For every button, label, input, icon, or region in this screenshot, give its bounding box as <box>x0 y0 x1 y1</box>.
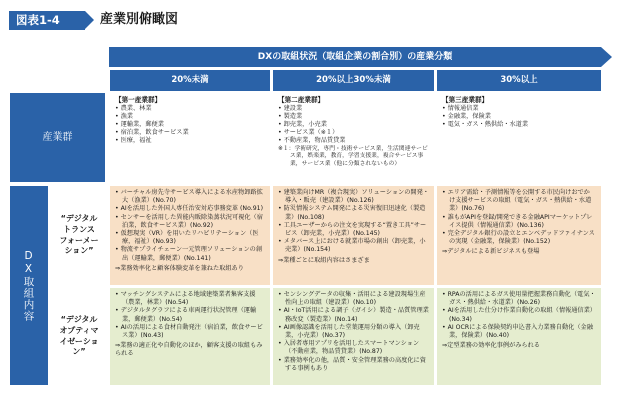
list-item: • 宿泊業，飲食サービス業 <box>115 129 265 137</box>
list-item: • AI OCRによる保険契約申込書入力業務自動化（金融業，保険業）(No.40) <box>442 324 596 340</box>
list-item: • センシングデータの収集・活用による建設現場生産性向上の取組（建設業）(No.10) <box>278 291 429 307</box>
list-item: • デジタルタグラフによる車両運行状況管理（運輸業，郵便業）(No.54) <box>115 307 265 323</box>
classification-header-arrow <box>601 47 612 67</box>
row-label-industry: 産業群 <box>10 93 105 182</box>
industry-cell-3 <box>437 93 601 182</box>
list-item: • 金融業，保険業 <box>442 113 596 121</box>
list-item: • エリア需給・予測情報等を公開する市民向けおでかけ支援サービスの取組（電気・ガス・熱供給・水道業）(No.76) <box>442 189 596 214</box>
industry-heading: 【第二産業群】 <box>278 96 325 104</box>
list-item: • 入居者専用アプリを活用したスマートマンション（不動産業，物品賃貸業）(No.87) <box>278 340 429 356</box>
transformation-cell-3 <box>437 186 601 285</box>
list-item: • 運輸業，郵便業 <box>115 121 265 129</box>
list-item: • 仮想現実（VR）を用いたリハビリテーション（医療，福祉）(No.93) <box>115 230 265 246</box>
list-item: • 卸売業，小売業 <box>278 121 429 129</box>
list-item: • バーチャル房先寺サービス導入による水産物卸路拡大（漁業）(No.70) <box>115 189 265 205</box>
cell-conclusion: ⇒デジタルによる新ビジネスも登場 <box>442 248 540 256</box>
optimization-cell-2 <box>273 288 434 385</box>
row-label-dx: DX取組内容 <box>10 186 48 385</box>
list-item: • AIの活用による食材自動発注（宿泊業，飲食サービス業）(No.43) <box>115 324 265 340</box>
list-item: • マッチングシステムによる地域建築業者集客支援（農業，林業）(No.54) <box>115 291 265 307</box>
list-item: • 情報通信業 <box>442 105 596 113</box>
list-item: • センサーを活用した異能内販除染蒸状況可視化（宿泊業，飲食サービス業）(No.92) <box>115 214 265 230</box>
list-item: • メタバース上における就業市場の創出（卸売業，小売業）(No.154) <box>278 238 429 254</box>
list-item: • RPAの活用によるガス使用量把握業務自動化（電気・ガス・熱供給・水道業）(No.26) <box>442 291 596 307</box>
optimization-cell-3 <box>437 288 601 385</box>
cell-conclusion: ⇒業務の適正化や自動化のほか，顧客支援の取組もみられる <box>115 342 263 358</box>
row-label-optimization: “デジタル オプティマ イゼーショ ン” <box>59 314 99 357</box>
column-header-under-20: 20%未満 <box>110 70 270 91</box>
figure-label: 図表1-4 <box>9 11 85 30</box>
list-item: • 不動産業，物品賃貸業 <box>278 137 429 145</box>
list-item: • 物流サプライチェーン一元管理ソリューションの創出（運輸業，郵便業）(No.141) <box>115 246 265 262</box>
industry-heading: 【第三産業群】 <box>442 96 489 104</box>
list-item: • 製造業 <box>278 113 429 121</box>
list-item: • 誰もがAPIを登録/開発できる金融APIマーケットプレイス提供（情報通信業）(No.136) <box>442 214 596 230</box>
optimization-cell-1 <box>110 288 270 385</box>
figure-title: 産業別俯瞰図 <box>100 12 179 27</box>
list-item: • AIを活用した外国人専任治安対応事務変革 (No.91) <box>115 205 265 213</box>
list-item: • 工具ユーザーからの注文を実現する“置き工具”サービス（卸売業，小売業）(No.145) <box>278 222 429 238</box>
column-header-30-plus: 30%以上 <box>437 70 601 91</box>
industry-footnote: ※１：学術研究，専門・技術サービス業，生活関連サービス業，娯楽業，教育，学習支援業，複合サービス事業，サービス業（他に分類されないもの） <box>278 145 428 167</box>
transformation-cell-2 <box>273 186 434 285</box>
row-label-transformation: “デジタル トランス フォーメー ション” <box>59 213 99 256</box>
transformation-cell-1 <box>110 186 270 285</box>
list-item: • 漁業 <box>115 113 265 121</box>
list-item: • 農業、林業 <box>115 105 265 113</box>
list-item: • 医療，福祉 <box>115 137 265 145</box>
list-item: • AIを活用した仕分け作業自動化の取組（情報通信業）(No.34) <box>442 307 596 323</box>
list-item: • 建設業 <box>278 105 429 113</box>
list-item: • AI画像認識を活用した堂葉運用分類の導入（卸売業，小売業）(No.37) <box>278 324 429 340</box>
list-item: • サービス業（※１） <box>278 129 429 137</box>
list-item: • 防災情報システム開発による災害復旧迅速化（製造業）(No.108) <box>278 205 429 221</box>
list-item: • 完全デジタル銀行の設立とエンベデッドファイナンスの実現（金融業，保険業）(No.152) <box>442 230 596 246</box>
list-item: • 建築業向けMR（複合現実）ソリューションの開発・導入・販売（建設業）(No.126) <box>278 189 429 205</box>
list-item: • 業務効率化の他，品質・安全管理業務の高度化に資する事例もあり <box>278 357 429 373</box>
industry-cell-2 <box>273 93 434 182</box>
cell-conclusion: ⇒業種ごとに取組内容はさまざま <box>278 256 370 264</box>
list-item: • AI・IoT活用による調子（ガイシ）製造・品質管理業務改変（製造業）(No.14) <box>278 307 429 323</box>
figure-label-arrow <box>85 11 94 29</box>
classification-header: DXの取組状況（取組企業の割合別）の産業分類 <box>109 47 601 67</box>
cell-conclusion: ⇒業務効率化と顧客体験変革を兼ねた取組あり <box>115 264 244 272</box>
list-item: • 電気・ガス・熱供給・水道業 <box>442 121 596 129</box>
industry-heading: 【第一産業群】 <box>115 96 162 104</box>
cell-conclusion: ⇒定型業務の効率化事例がみられる <box>442 342 540 350</box>
industry-cell-1 <box>110 93 270 182</box>
column-header-20-30: 20%以上30%未満 <box>273 70 434 91</box>
